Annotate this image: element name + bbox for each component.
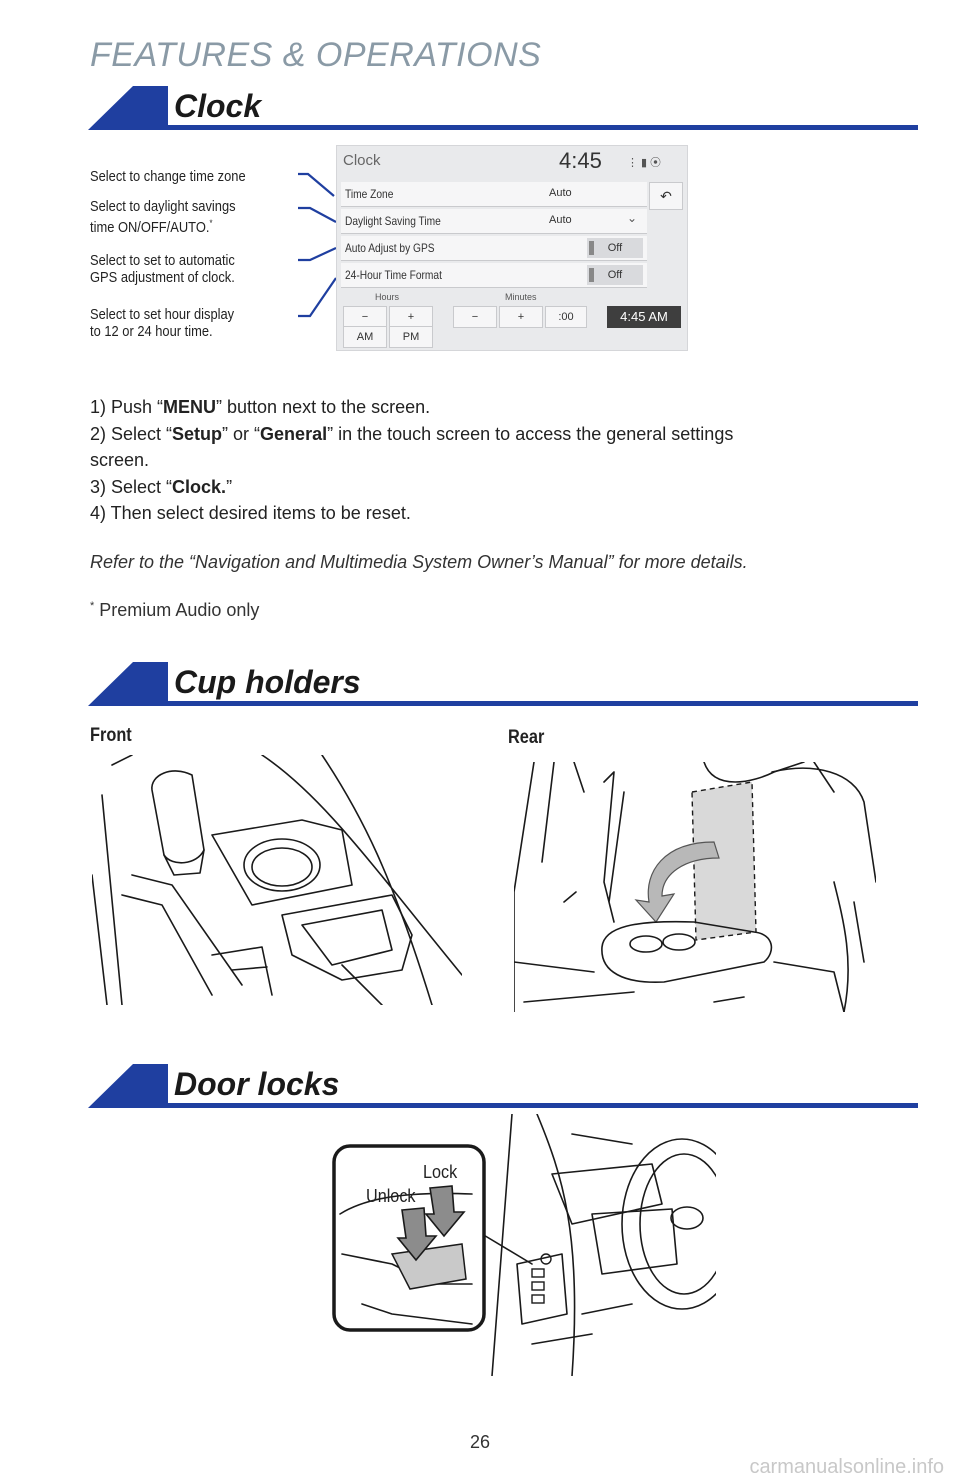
minute-plus-button[interactable]: +	[499, 306, 543, 328]
24-hour-toggle[interactable]: Off	[587, 265, 643, 285]
time-zone-row[interactable]: Time Zone Auto	[341, 182, 647, 207]
cup-holders-section-bar	[88, 662, 918, 706]
am-button[interactable]: AM	[343, 326, 387, 348]
unlock-label: Unlock	[366, 1186, 416, 1206]
minutes-label: Minutes	[505, 292, 537, 302]
callout-gps-line1: Select to set to automatic	[90, 252, 235, 269]
screen-time: 4:45	[559, 148, 602, 173]
leader-dst	[298, 208, 336, 222]
back-button[interactable]: ↶	[649, 182, 683, 210]
daylight-saving-row[interactable]: Daylight Saving Time Auto ⌄	[341, 209, 647, 234]
hour-minus-button[interactable]: −	[343, 306, 387, 328]
chevron-down-icon: ⌄	[627, 211, 638, 225]
leader-hour	[298, 278, 336, 316]
footnote-marker: *	[209, 218, 213, 228]
refer-note: Refer to the “Navigation and Multimedia System Owner’s Manual” for more details.	[90, 552, 748, 572]
front-label: Front	[90, 725, 132, 746]
front-cup-holder-illustration	[92, 755, 462, 1005]
callout-hour-line2: to 12 or 24 hour time.	[90, 323, 213, 340]
hour-plus-button[interactable]: +	[389, 306, 433, 328]
gps-toggle[interactable]: Off	[587, 238, 643, 258]
lock-label: Lock	[423, 1162, 458, 1182]
clock-settings-screen	[336, 145, 688, 351]
section-rule	[158, 1103, 918, 1108]
rear-label: Rear	[508, 727, 545, 748]
door-locks-section-bar	[88, 1064, 918, 1108]
auto-adjust-gps-row[interactable]: Auto Adjust by GPS Off	[341, 236, 647, 261]
clock-section-title: Clock	[174, 88, 262, 124]
watermark: carmanualsonline.info	[749, 1456, 944, 1478]
callout-dst-line1: Select to daylight savings	[90, 198, 236, 215]
section-wedge	[88, 86, 168, 130]
clock-section-bar	[88, 86, 918, 130]
hours-label: Hours	[375, 292, 400, 302]
leader-time-zone	[298, 174, 334, 196]
callout-time-zone: Select to change time zone	[90, 168, 246, 185]
step-3: 3) Select “Clock.”	[90, 476, 233, 497]
pm-button[interactable]: PM	[389, 326, 433, 348]
section-wedge	[88, 1064, 168, 1108]
leader-gps	[298, 248, 336, 260]
step-2: 2) Select “Setup” or “General” in the touch screen to access the general settings	[90, 423, 734, 444]
section-rule	[158, 701, 918, 706]
callout-gps-line2: GPS adjustment of clock.	[90, 269, 235, 286]
section-wedge	[88, 662, 168, 706]
footnote: * Premium Audio only	[90, 600, 260, 620]
minute-minus-button[interactable]: −	[453, 306, 497, 328]
section-rule	[158, 125, 918, 130]
door-lock-illustration	[332, 1114, 716, 1376]
screen-title: Clock	[343, 152, 381, 169]
24-hour-format-row[interactable]: 24-Hour Time Format Off	[341, 263, 647, 288]
minute-zero-button[interactable]: :00	[545, 306, 587, 328]
rear-cup-holder-illustration	[514, 762, 876, 1012]
callout-hour-line1: Select to set hour display	[90, 306, 235, 323]
page-number: 26	[469, 1432, 491, 1452]
callout-dst-line2: time ON/OFF/AUTO.*	[90, 218, 213, 236]
cup-holders-section-title: Cup holders	[174, 664, 361, 700]
status-icons: ⋮▮⦿	[627, 157, 665, 169]
step-1: 1) Push “MENU” button next to the screen.	[90, 397, 431, 417]
time-display: 4:45 AM	[607, 306, 681, 328]
door-locks-section-title: Door locks	[174, 1066, 340, 1102]
step-4: 4) Then select desired items to be reset.	[90, 503, 411, 523]
clock-steps	[90, 394, 910, 527]
step-2-cont: screen.	[90, 450, 150, 470]
page-header: FEATURES & OPERATIONS	[90, 36, 542, 74]
